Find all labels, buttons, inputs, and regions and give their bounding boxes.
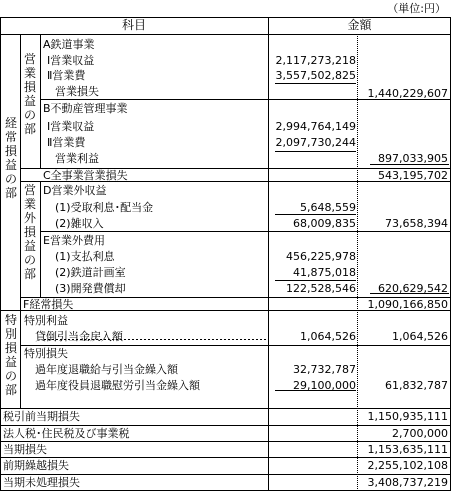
vertical-char: 部: [4, 383, 17, 397]
vertical-char: 業: [23, 197, 36, 211]
income-tax-label: 法人税･住民税及び事業税: [3, 427, 130, 440]
vertical-char: の: [4, 172, 17, 186]
vertical-char: 損: [4, 144, 17, 158]
pretax-loss-label: 税引前当期損失: [3, 410, 80, 423]
c-total-loss-value: 543,195,702: [378, 169, 448, 182]
e1-label: (1)支払利息: [55, 250, 115, 263]
vertical-char: の: [23, 108, 36, 122]
special-loss-item2-label: 過年度役員退職慰労引当金繰入額: [35, 379, 200, 392]
special-gain-item-value: 1,064,526: [300, 330, 356, 343]
label-eigyogai-soneki: [22, 183, 38, 281]
vertical-char: 部: [4, 186, 17, 200]
b-revenue-value: 2,994,764,149: [275, 120, 356, 133]
vertical-char: 外: [23, 211, 36, 225]
e3-value: 122,528,546: [286, 282, 356, 295]
a-revenue-value: 2,117,273,218: [275, 54, 356, 67]
vertical-char: 益: [23, 239, 36, 253]
header-amount: 金額: [347, 18, 372, 32]
f-ordinary-loss-value: 1,090,166,850: [367, 298, 448, 311]
special-gain-title: 特別利益: [24, 314, 68, 327]
unit-note: （単位:円）: [387, 2, 446, 15]
vertical-char: 営: [23, 183, 36, 197]
a-loss-value: 1,440,229,607: [367, 87, 448, 100]
vertical-char: の: [4, 369, 17, 383]
header-subject: 科目: [121, 18, 146, 32]
vertical-char: 常: [4, 130, 17, 144]
vertical-char: 特: [4, 313, 17, 327]
vertical-char: 経: [4, 116, 17, 130]
d1-value: 5,648,559: [300, 201, 356, 214]
section-a-title: A鉄道事業: [43, 38, 95, 51]
vertical-char: 損: [4, 341, 17, 355]
vertical-char: 業: [23, 66, 36, 80]
vertical-char: 部: [23, 267, 36, 281]
special-gain-item-label: 貸倒引当金戻入額: [35, 330, 123, 343]
vertical-char: 損: [23, 80, 36, 94]
d-total-value: 73,658,394: [385, 217, 448, 230]
section-d-title: D営業外収益: [43, 184, 107, 197]
section-b-title: B不動産管理事業: [43, 102, 128, 115]
unappropriated-loss-value: 3,408,737,219: [367, 476, 448, 489]
vertical-char: 益: [4, 355, 17, 369]
label-eigyo-soneki: [22, 52, 38, 136]
label-tokubetsu-soneki: [3, 313, 19, 397]
vertical-char: 損: [23, 225, 36, 239]
d2-label: (2)雑収入: [55, 217, 104, 230]
pretax-loss-value: 1,150,935,111: [367, 410, 448, 423]
special-gain-total-value: 1,064,526: [392, 330, 448, 343]
e3-label: (3)開発費償却: [55, 282, 126, 295]
vertical-char: 益: [4, 158, 17, 172]
net-loss-label: 当期損失: [3, 443, 47, 456]
e2-label: (2)鉄道計画室: [55, 266, 126, 279]
e2-value: 41,875,018: [293, 266, 356, 279]
a-expense-label: Ⅱ営業費: [47, 69, 86, 82]
vertical-char: 部: [23, 122, 36, 136]
b-revenue-label: Ⅰ営業収益: [47, 120, 95, 133]
b-expense-label: Ⅱ営業費: [47, 136, 86, 149]
income-tax-value: 2,700,000: [392, 427, 448, 440]
special-loss-item1-label: 過年度退職給与引当金繰入額: [35, 363, 178, 376]
vertical-char: 別: [4, 327, 17, 341]
special-loss-total-value: 61,832,787: [385, 379, 448, 392]
c-total-loss-label: C全事業営業損失: [43, 169, 128, 182]
vertical-char: の: [23, 253, 36, 267]
f-ordinary-loss-label: F経常損失: [23, 298, 74, 311]
a-expense-value: 3,557,502,825: [275, 69, 356, 82]
special-loss-item1-value: 32,732,787: [293, 363, 356, 376]
prior-loss-label: 前期繰越損失: [3, 459, 69, 472]
label-keijo-soneki: [3, 116, 19, 200]
d2-value: 68,009,835: [293, 217, 356, 230]
b-profit-label: 営業利益: [55, 152, 99, 165]
b-profit-value: 897,033,905: [378, 152, 448, 165]
prior-loss-value: 2,255,102,108: [367, 459, 448, 472]
a-revenue-label: Ⅰ営業収益: [47, 54, 95, 67]
unappropriated-loss-label: 当期未処理損失: [3, 476, 80, 489]
vertical-char: 益: [23, 94, 36, 108]
section-e-title: E営業外費用: [43, 234, 105, 247]
a-loss-label: 営業損失: [55, 85, 99, 98]
vertical-char: 営: [23, 52, 36, 66]
special-loss-title: 特別損失: [24, 347, 68, 360]
d1-label: (1)受取利息･配当金: [55, 201, 154, 214]
e1-value: 456,225,978: [286, 250, 356, 263]
e-total-value: 620,629,542: [378, 282, 448, 295]
b-expense-value: 2,097,730,244: [275, 136, 356, 149]
special-loss-item2-value: 29,100,000: [293, 379, 356, 392]
net-loss-value: 1,153,635,111: [367, 443, 448, 456]
